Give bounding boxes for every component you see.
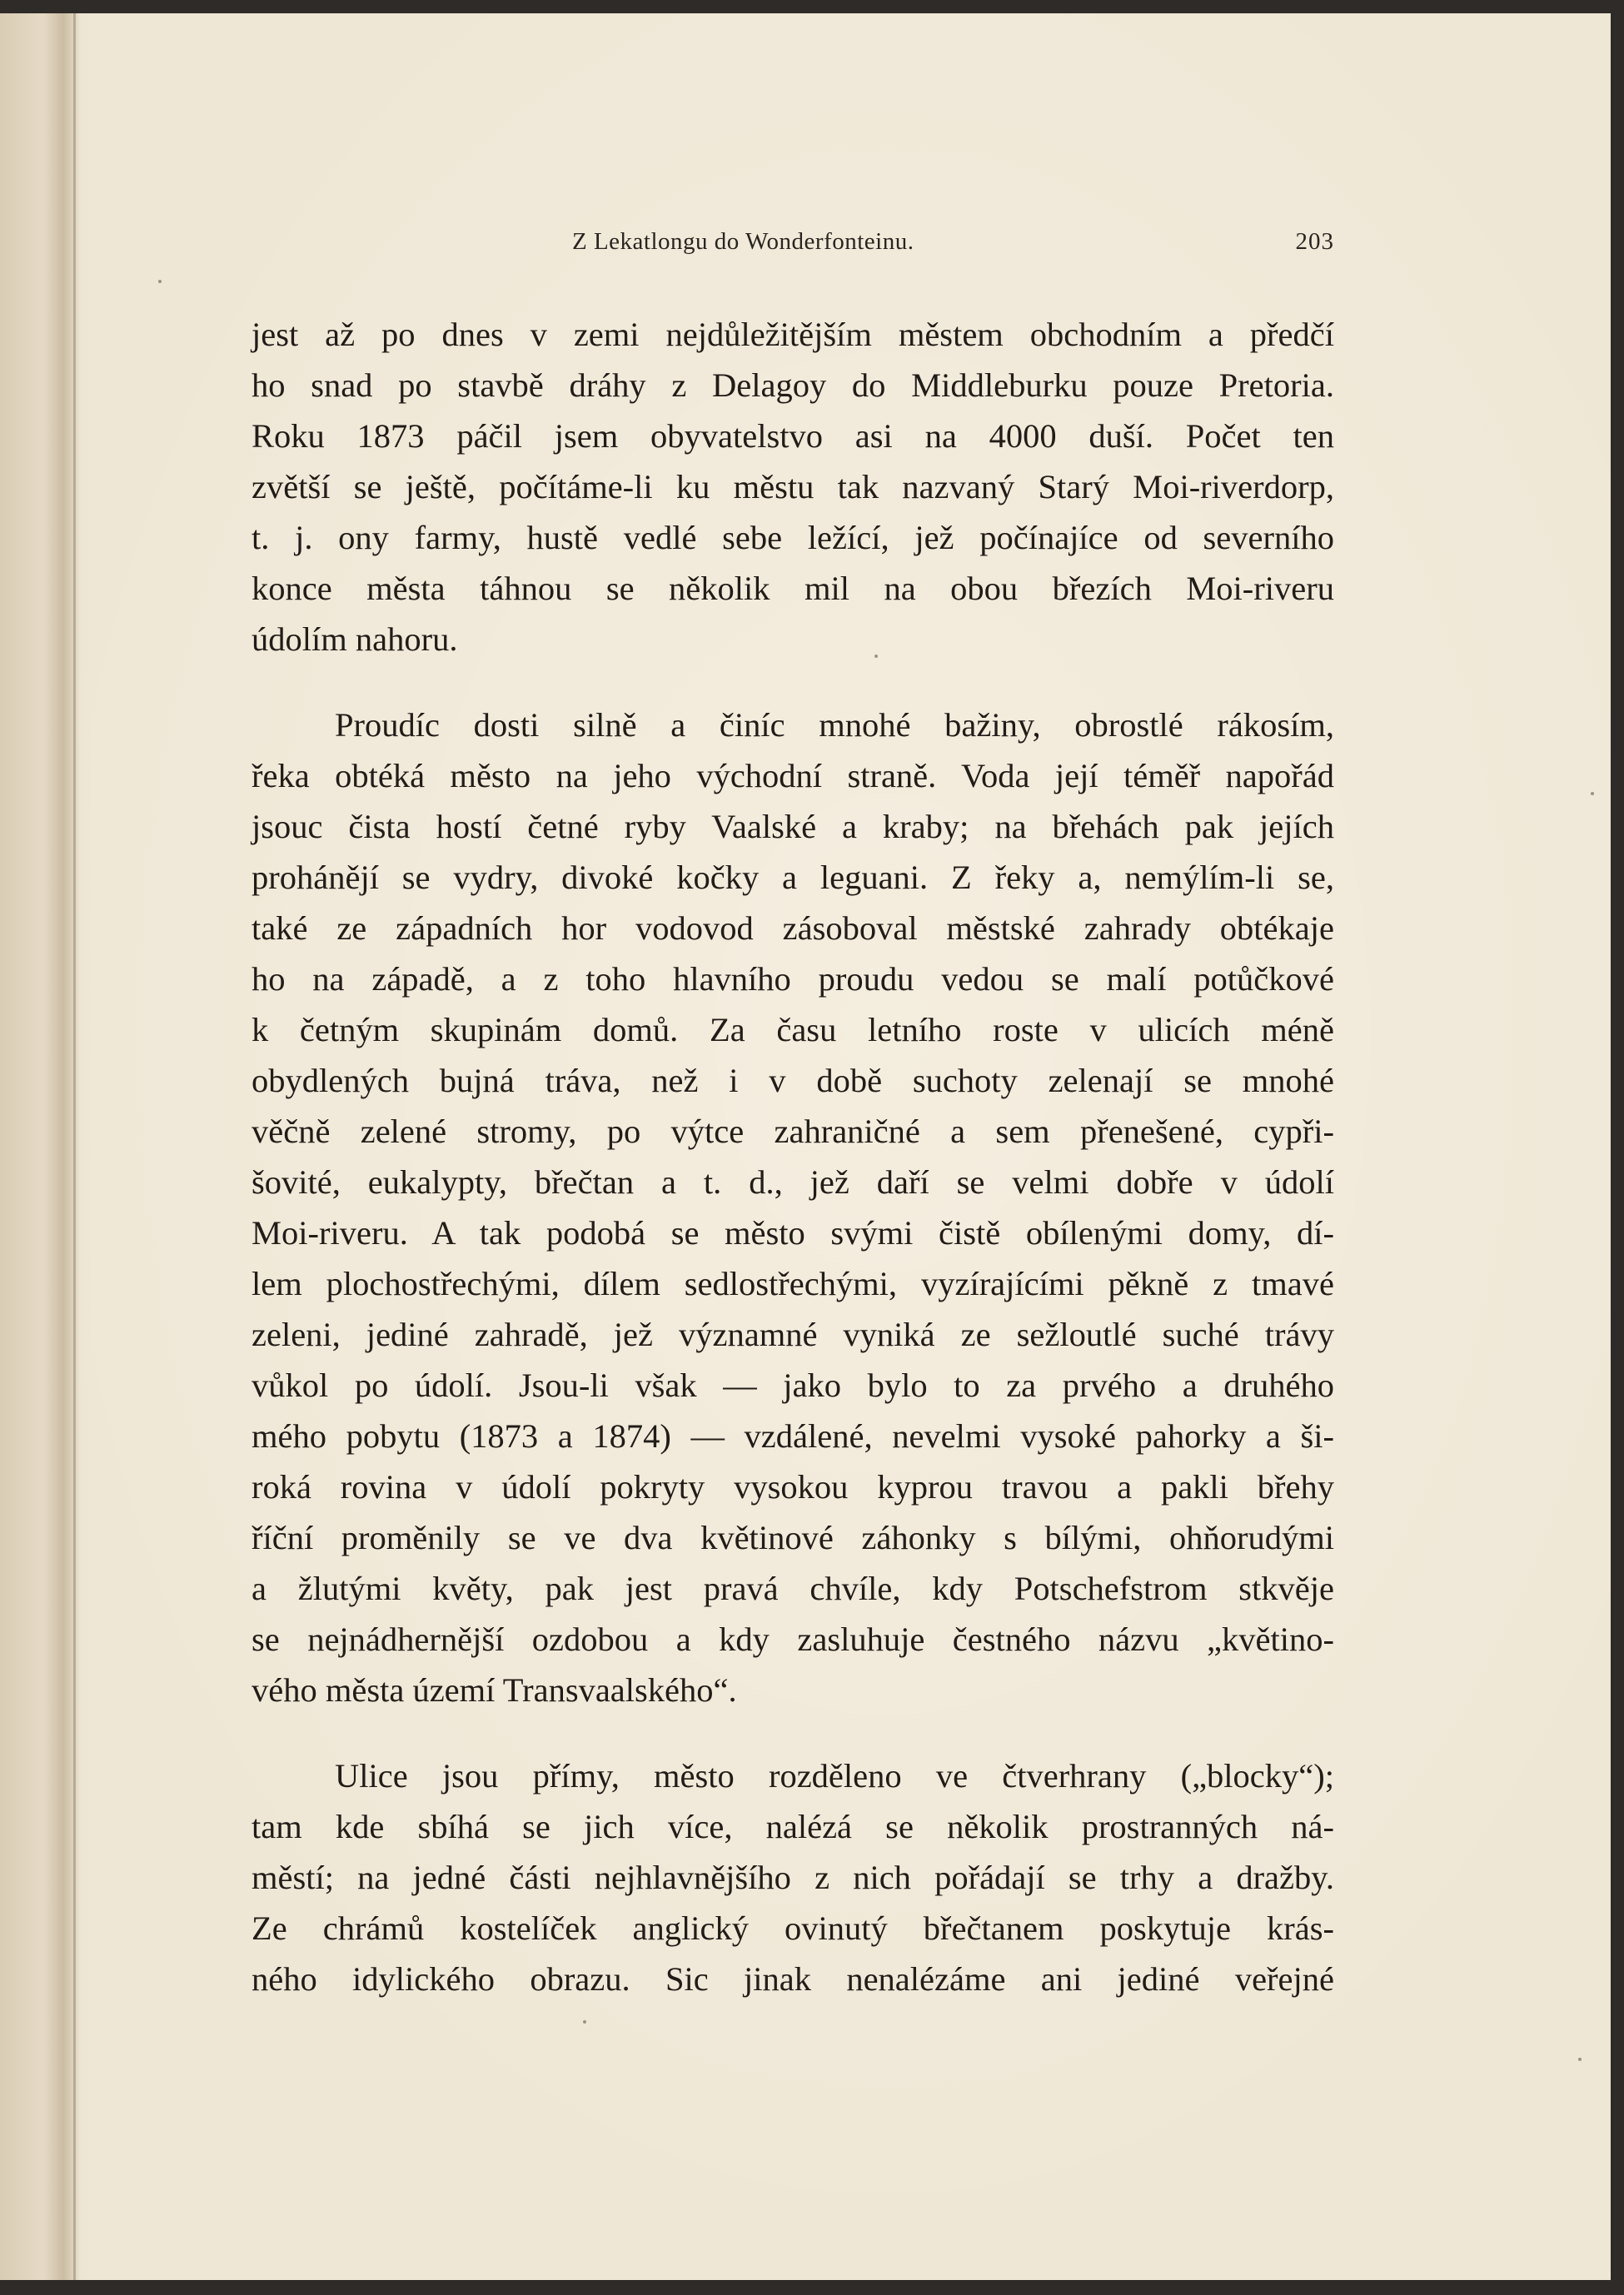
- text-line: se nejnádhernější ozdobou a kdy zasluhuje čestného názvu „květino-: [252, 1620, 1334, 1658]
- paper-sheet: [0, 13, 1611, 2280]
- text-line: tam kde sbíhá se jich více, nalézá se několik prostranných ná-: [252, 1808, 1334, 1845]
- text-line: prohánějí se vydry, divoké kočky a leguani. Z řeky a, nemýlím-li se,: [252, 859, 1334, 896]
- text-line: městí; na jedné části nejhlavnějšího z nich pořádají se trhy a dražby.: [252, 1859, 1334, 1896]
- text-line: lem plochostřechými, dílem sedlostřechými, vyzírajícími pěkně z tmavé: [252, 1265, 1334, 1302]
- page-number: 203: [1295, 228, 1334, 255]
- text-line: obydlených bujná tráva, než i v době suchoty zelenají se mnohé: [252, 1062, 1334, 1099]
- paper-speck: [158, 280, 162, 283]
- body-text: [252, 309, 1334, 2004]
- text-line: zvětší se ještě, počítáme-li ku městu tak nazvaný Starý Moi-riverdorp,: [252, 468, 1334, 505]
- text-line: říční proměnily se ve dva květinové záhonky s bílými, ohňorudými: [252, 1519, 1334, 1556]
- text-line: Moi-riveru. A tak podobá se město svými čistě obílenými domy, dí-: [252, 1214, 1334, 1252]
- text-line: k četným skupinám domů. Za času letního roste v ulicích méně: [252, 1011, 1334, 1048]
- text-line: Ze chrámů kostelíček anglický ovinutý břečtanem poskytuje krás-: [252, 1909, 1334, 1947]
- text-line: šovité, eukalypty, břečtan a t. d., jež daří se velmi dobře v údolí: [252, 1163, 1334, 1201]
- text-line: ho na západě, a z toho hlavního proudu vedou se malí potůčkové: [252, 960, 1334, 998]
- text-line: roká rovina v údolí pokryty vysokou kyprou travou a pakli břehy: [252, 1468, 1334, 1506]
- text-line: ho snad po stavbě dráhy z Delagoy do Middleburku pouze Pretoria.: [252, 366, 1334, 404]
- text-line: údolím nahoru.: [252, 620, 458, 658]
- text-line: zeleni, jediné zahradě, jež významné vyniká ze sežloutlé suché trávy: [252, 1316, 1334, 1353]
- text-line: ného idylického obrazu. Sic jinak nenalézáme ani jediné veřejné: [252, 1960, 1334, 1998]
- scan-edge-mark: [966, 7, 1108, 12]
- text-line: t. j. ony farmy, hustě vedlé sebe ležící, jež počínajíce od severního: [252, 519, 1334, 556]
- paragraph-3: [252, 1750, 1334, 2004]
- paragraph-2: [252, 699, 1334, 1715]
- text-line: také ze západních hor vodovod zásoboval městské zahrady obtékaje: [252, 909, 1334, 947]
- text-line: Proudíc dosti silně a činíc mnohé bažiny, obrostlé rákosím,: [335, 706, 1334, 744]
- text-line: vého města území Transvaalského“.: [252, 1671, 737, 1709]
- text-line: jest až po dnes v zemi nejdůležitějším městem obchodním a předčí: [252, 316, 1334, 353]
- running-title: Z Lekatlongu do Wonderfonteinu.: [572, 228, 914, 255]
- text-line: jsouc čista hostí četné ryby Vaalské a kraby; na břehách pak jejích: [252, 808, 1334, 845]
- text-line: konce města táhnou se několik mil na obou březích Moi-riveru: [252, 570, 1334, 607]
- paper-speck: [583, 2020, 586, 2024]
- text-line: Roku 1873 páčil jsem obyvatelstvo asi na 4000 duší. Počet ten: [252, 417, 1334, 455]
- running-header: [252, 228, 1334, 261]
- text-line: Ulice jsou přímy, město rozděleno ve čtverhrany („blocky“);: [335, 1757, 1334, 1795]
- text-line: mého pobytu (1873 a 1874) — vzdálené, nevelmi vysoké pahorky a ši-: [252, 1417, 1334, 1455]
- text-line: a žlutými květy, pak jest pravá chvíle, kdy Potschefstrom stkvěje: [252, 1570, 1334, 1607]
- paper-speck: [874, 655, 878, 658]
- text-line: vůkol po údolí. Jsou-li však — jako bylo to za prvého a druhého: [252, 1367, 1334, 1404]
- text-line: věčně zelené stromy, po výtce zahraničné a sem přenešené, cypři-: [252, 1113, 1334, 1150]
- paper-speck: [1578, 2058, 1582, 2061]
- paragraph-1: [252, 309, 1334, 665]
- paper-speck: [1591, 792, 1594, 795]
- text-line: řeka obtéká město na jeho východní straně. Voda její téměř napořád: [252, 757, 1334, 794]
- gutter-fold-line: [73, 13, 76, 2280]
- book-gutter: [0, 13, 79, 2280]
